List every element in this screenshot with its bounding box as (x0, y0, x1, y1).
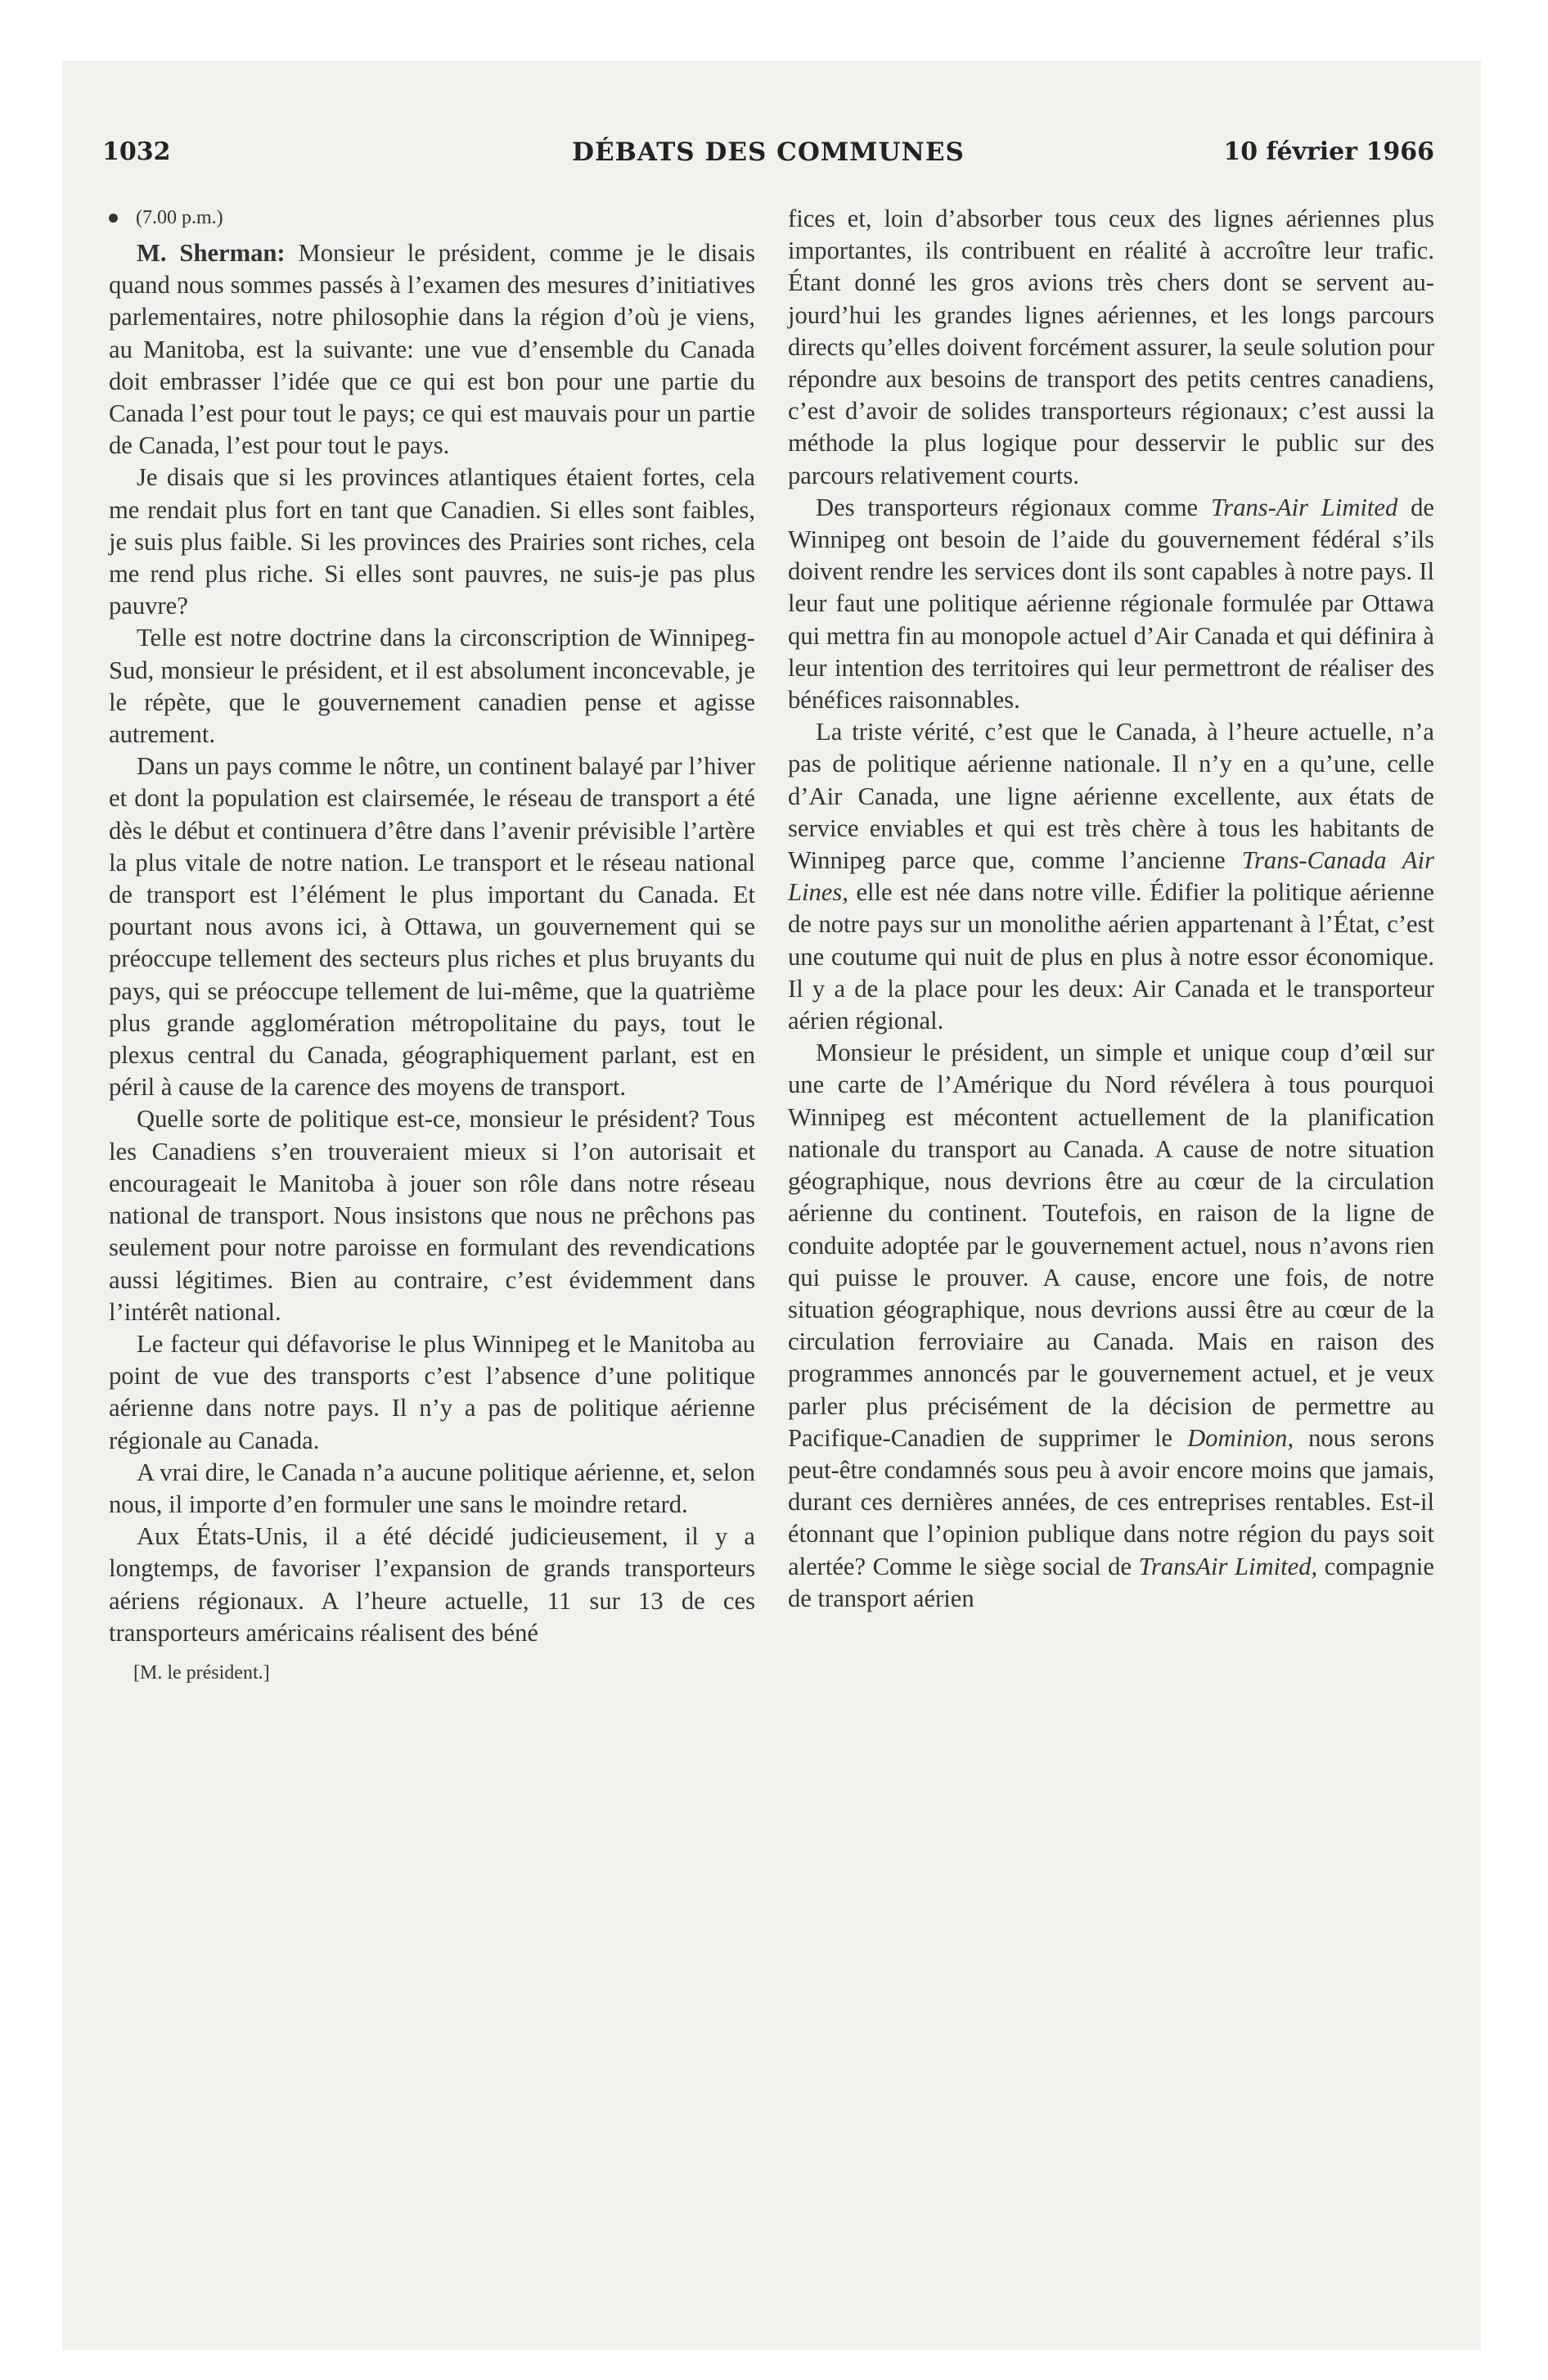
paragraph: Je disais que si les provinces atlantiques étaient fortes, cela me rendait plus fort en tant que Canadien. Si elles sont faibles, je suis plus faible. Si les provinces des Prairies sont riches, cela me rend plus riche. Si elles sont pauvres, ne suis-je pas plus pauvre? (109, 463, 755, 620)
paragraph: Le facteur qui défavorise le plus Winnipeg et le Manitoba au point de vue des transports c’est l’absence d’une politique aérienne dans notre pays. Il n’y a pas de politique aérienne régionale au Canada. (109, 1329, 755, 1454)
company-name: Trans-Air Limited (1210, 493, 1398, 521)
bullet-icon (109, 214, 118, 223)
timestamp (109, 203, 755, 232)
paragraph-text: Des transporteurs régionaux comme (816, 493, 1211, 521)
paragraph (788, 716, 1434, 1037)
paragraph: fices et, loin d’absorber tous ceux des lignes aériennes plus importantes, ils contribuent en réalité à accroître leur trafic. Étant donné les gros avions très chers dont se servent aujourd’hui les grandes lignes aériennes, et les longs parcours directs qu’elles doivent forcément assurer, la seule solution pour répondre aux besoins de transport des petits centres canadiens, c’est d’avoir de solides transporteurs régionaux; c’est aussi la méthode la plus logique pour desservir le public sur des parcours relativement courts. (788, 205, 1434, 489)
page-date: 10 février 1966 (1223, 137, 1434, 166)
paragraph-text: compagnie de transport aérien (788, 1552, 1434, 1612)
paragraph (788, 492, 1434, 716)
paragraph-text: nous serons peut-être condamnés sous peu à avoir encore moins que jamais, durant ces dernières années, de ces entreprises rentables. Est-il étonnant que l’opinion publique dans notre région du pays soit alertée? Comme le siège social de (788, 1423, 1434, 1580)
page-header (102, 137, 1434, 174)
paragraph: Dans un pays comme le nôtre, un continent balayé par l’hiver et dont la population est clairsemée, le réseau de transport a été dès le début et continuera d’être dans l’avenir prévisible l’artère la plus vitale de notre nation. Le transport et le réseau national de transport est l’élément le plus important du Canada. Et pourtant nous avons ici, à Ottawa, un gouvernement qui se préoccupe tellement des secteurs plus riches et plus bruyants du pays, qui se préoccupe tellement de lui-même, que la quatrième plus grande agglomération métropolitaine du pays, tout le plexus central du Canada, géographiquement parlant, est en péril à cause de la carence des moyens de transport. (109, 752, 755, 1102)
paragraph: A vrai dire, le Canada n’a aucune politique aérienne, et, selon nous, il importe d’en formuler une sans le moindre retard. (109, 1458, 755, 1518)
paragraph (788, 1037, 1434, 1615)
paragraph: Quelle sorte de politique est-ce, monsieur le président? Tous les Canadiens s’en trouveraient mieux si l’on autorisait et encourageait le Manitoba à jouer son rôle dans notre réseau national de transport. Nous insistons que nous ne prêchons pas seulement pour notre paroisse en formulant des revendications aussi légitimes. Bien au contraire, c’est évidemment dans l’intérêt national. (109, 1105, 755, 1326)
paragraph: Telle est notre doctrine dans la circonscription de Winnipeg-Sud, monsieur le président, et il est absolument inconcevable, je le répète, que le gouvernement canadien pense et agisse autrement. (109, 624, 755, 749)
train-name: Dominion, (1187, 1423, 1294, 1452)
company-name: TransAir Limited, (1138, 1552, 1318, 1580)
paragraph-text: Monsieur le président, comme je le disais quand nous sommes passés à l’examen des mesures d’initiatives parlementaires, notre philosophie dans la région d’où je viens, au Manitoba, est la suivante: une vue d’ensemble du Canada doit embrasser l’idée que ce qui est bon pour une partie du Canada l’est pour tout le pays; ce qui est mauvais pour un partie de Canada, l’est pour tout le pays. (109, 239, 755, 460)
timestamp-text: (7.00 p.m.) (136, 207, 223, 228)
paragraph-text: Monsieur le président, un simple et unique coup d’œil sur une carte de l’Amérique du Nord révélera à tous pourquoi Winnipeg est mécontent actuellement de la planification nationale du transport au Canada. A cause de notre situation géographique, nous devrions être au cœur de la circulation aérienne du continent. Toutefois, en raison de la ligne de conduite adoptée par le gouvernement actuel, nous n’avons rien qui puisse le prouver. A cause, encore une fois, de notre situation géographique, nous devrions aussi être au cœur de la circulation ferroviaire au Canada. Mais en raison des programmes annoncés par le gouvernement actuel, et je veux parler plus précisément de la décision de permettre au Pacifique-Canadien de supprimer le (788, 1039, 1434, 1452)
page-title: DÉBATS DES COMMUNES (572, 137, 965, 167)
company-name: Trans-Canada Air Lines, (788, 846, 1434, 907)
paragraph-text: elle est née dans notre ville. Édifier la politique aérienne de notre pays sur un monolithe aérien appartenant à l’État, c’est une coutume qui nuit de plus en plus à notre essor économique. Il y a de la place pour les deux: Air Canada et le transporteur aérien régional. (788, 878, 1434, 1035)
paragraph (109, 237, 755, 462)
paragraph: Aux États-Unis, il a été décidé judicieusement, il y a longtemps, de favoriser l’expansion de grands transporteurs aériens régionaux. A l’heure actuelle, 11 sur 13 de ces transporteurs américains réalisent des béné (109, 1522, 755, 1647)
left-column (109, 203, 755, 1685)
page-number: 1032 (102, 137, 171, 166)
paragraph-text: La triste vérité, c’est que le Canada, à l’heure actuelle, n’a pas de politique aérienne nationale. Il n’y en a qu’une, celle d’Air Canada, une ligne aérienne excellente, aux états de service enviables et qui est très chère à tous les habitants de Winnipeg parce que, comme l’ancienne (788, 718, 1434, 875)
speaker-note: [M. le président.] (133, 1661, 270, 1684)
speaker-name: M. Sherman: (137, 239, 286, 267)
paragraph-text: de Winnipeg ont besoin de l’aide du gouvernement fédéral s’ils doivent rendre les services dont ils sont capables à notre pays. Il leur faut une politique aérienne régionale formulée par Ottawa qui mettra fin au monopole actuel d’Air Canada et qui définira à leur intention des territoires qui leur permettront de réaliser des bénéfices raisonnables. (788, 493, 1434, 714)
right-column (788, 203, 1434, 1615)
